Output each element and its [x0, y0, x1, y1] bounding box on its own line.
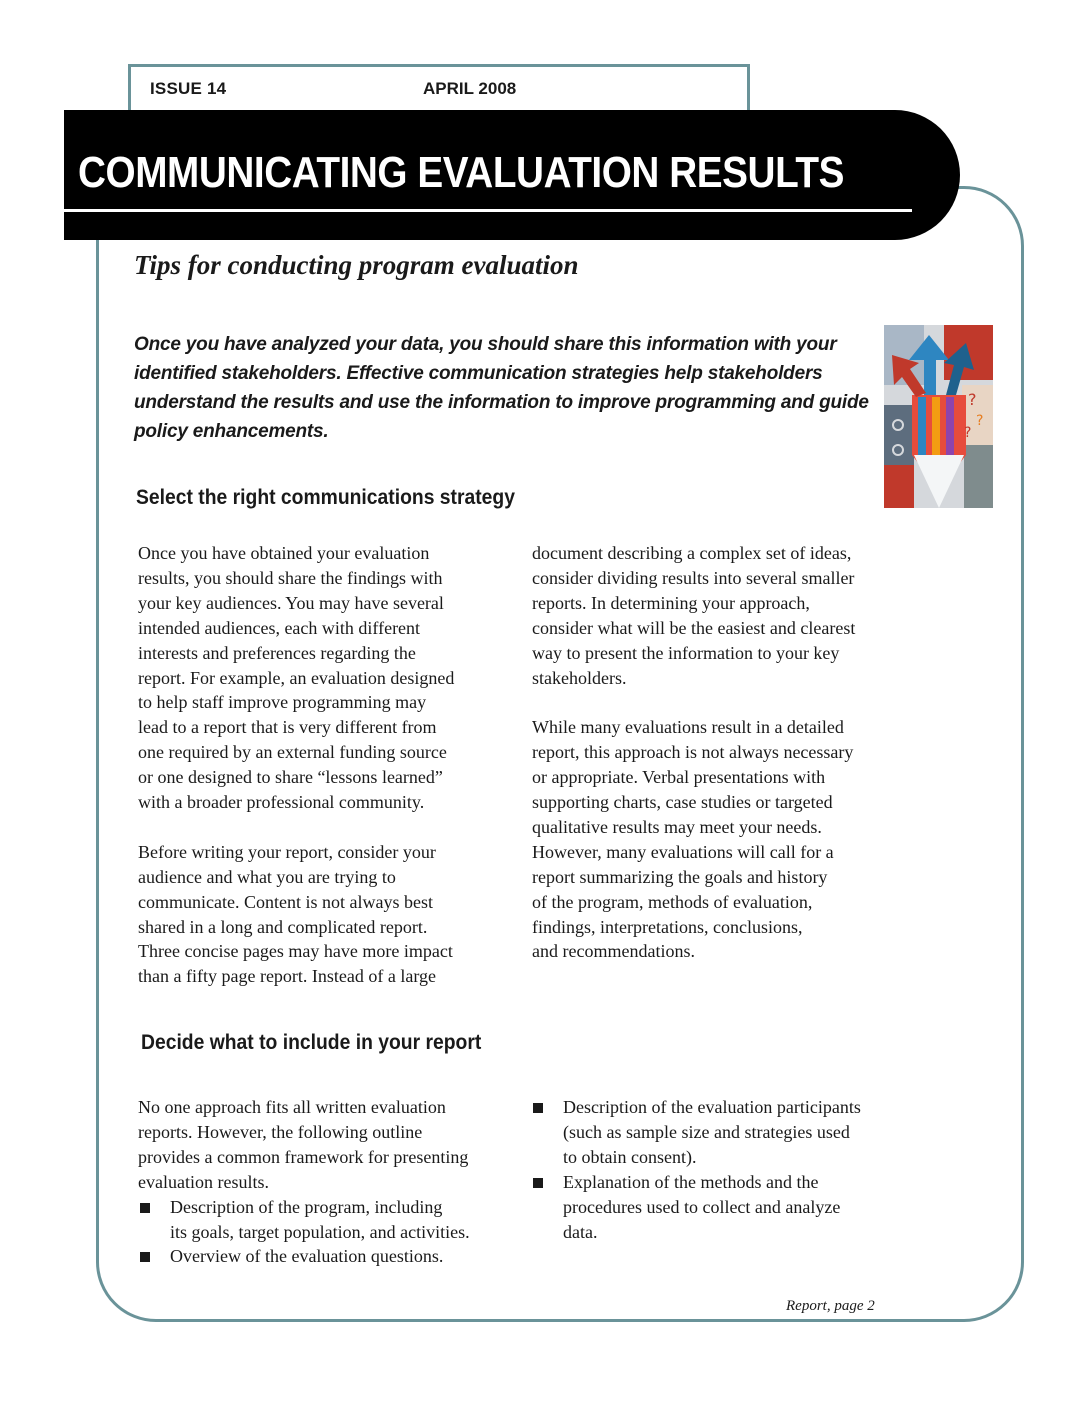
page-title: COMMUNICATING EVALUATION RESULTS [78, 148, 845, 197]
list-item-text: Overview of the evaluation questions. [170, 1246, 444, 1267]
list-item [138, 1195, 518, 1245]
strategy-left-paragraph-2: Before writing your report, consider your audience and what you are trying to communicate. Content is not always best shared in a long and complicated report. Three concise pages may have more impact than a fifty page report. Instead of a large [138, 841, 453, 987]
report-bullet-list-right [531, 1095, 911, 1244]
issue-date [423, 79, 516, 99]
report-intro-paragraph: No one approach fits all written evaluation reports. However, the following outline provides a common framework for presenting evaluation results. [138, 1097, 469, 1192]
strategy-right-paragraph-1: document describing a complex set of ideas, consider dividing results into several smaller reports. In determining your approach, consider what will be the easiest and clearest way to present the information to your key stakeholders. [532, 543, 856, 688]
issue-date-text: APRIL 2008 [423, 79, 517, 98]
svg-text:?: ? [976, 413, 984, 429]
square-bullet-icon [533, 1178, 543, 1188]
report-left-column [138, 1095, 518, 1269]
list-item [531, 1095, 911, 1170]
intro-paragraph: Once you have analyzed your data, you should share this information with your identified stakeholders. Effective communication strategies help stakeholders understand the results and use the information to improve programming and guide policy enhancements. [134, 334, 869, 442]
strategy-right-column [532, 541, 902, 964]
arrows-question-marks-illustration [884, 325, 993, 508]
report-bullet-list-left [138, 1195, 518, 1270]
section-heading-strategy: Select the right communications strategy [136, 486, 515, 509]
issue-number: ISSUE 14 [150, 79, 227, 98]
svg-text:?: ? [964, 425, 972, 441]
square-bullet-icon [140, 1252, 150, 1262]
strategy-left-column [138, 541, 508, 989]
page-footer: Report, page 2 [786, 1298, 875, 1314]
banner-rule [64, 209, 912, 212]
page-subtitle: Tips for conducting program evaluation [134, 250, 579, 280]
report-right-column [531, 1095, 911, 1244]
strategy-left-paragraph-1: Once you have obtained your evaluation results, you should share the findings with your key audiences. You may have several intended audiences, each with different interests and preferences regarding the report. For example, an evaluation designed to help staff improve programming may lead to a report that is very different from one required by an external funding source or one designed to share “lessons learned” with a broader professional community. [138, 543, 455, 813]
square-bullet-icon [140, 1203, 150, 1213]
list-item [138, 1244, 518, 1269]
strategy-right-paragraph-2: While many evaluations result in a detailed report, this approach is not always necessary or appropriate. Verbal presentations with supporting charts, case studies or targeted qualitative results may meet your needs. However, many evaluations will call for a report summarizing the goals and history of the program, methods of evaluation, findings, interpretations, conclusions, and recommendations. [532, 717, 854, 962]
square-bullet-icon [533, 1103, 543, 1113]
list-item [531, 1170, 911, 1245]
list-item-text: Explanation of the methods and the procedures used to collect and analyze data. [563, 1171, 841, 1242]
list-item-text: Description of the evaluation participants (such as sample size and strategies used to obtain consent). [563, 1097, 861, 1167]
svg-text:?: ? [968, 390, 977, 409]
section-heading-report-contents: Decide what to include in your report [141, 1031, 482, 1054]
list-item-text: Description of the program, including its goals, target population, and activities. [170, 1196, 470, 1242]
